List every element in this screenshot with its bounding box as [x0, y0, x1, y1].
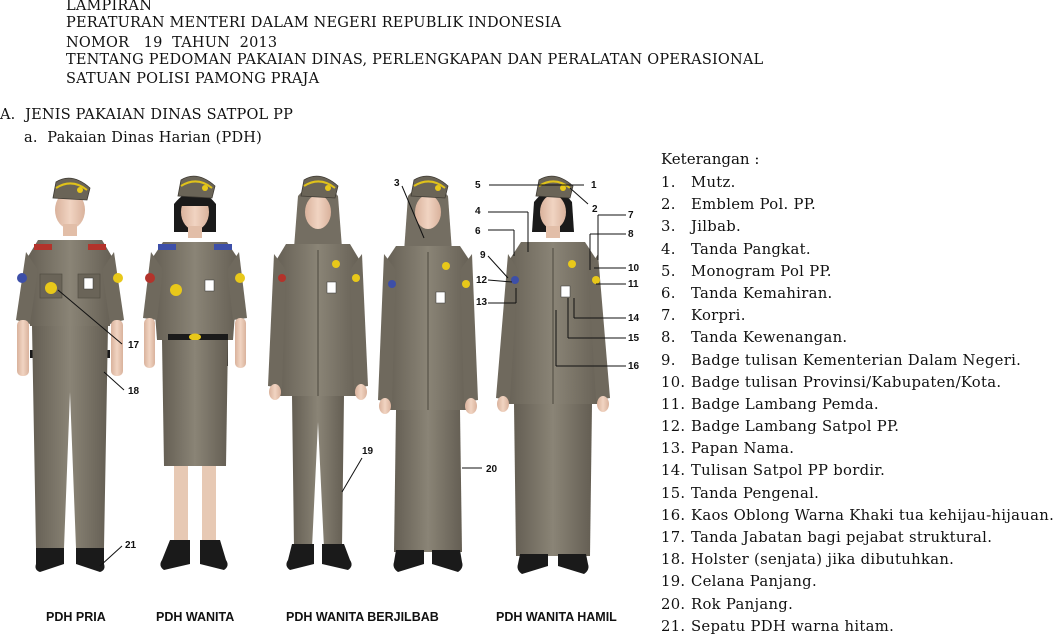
- callout-1: 1: [591, 180, 597, 191]
- legend-number: 10.: [661, 373, 686, 391]
- legend-item: [661, 527, 1054, 549]
- legend-number: 8.: [661, 329, 676, 347]
- legend-text: Tanda Kemahiran.: [691, 284, 833, 302]
- callout-9: 9: [480, 250, 486, 261]
- legend-number: 20.: [661, 595, 686, 613]
- legend-number: 9.: [661, 351, 676, 369]
- legend-text: Mutz.: [691, 174, 736, 191]
- legend-number: 21.: [661, 617, 686, 635]
- legend-number: 4.: [661, 240, 676, 258]
- legend-item: [661, 505, 1054, 527]
- legend-text: Tulisan Satpol PP bordir.: [691, 462, 886, 480]
- callout-10: 10: [628, 263, 640, 274]
- legend-item: [661, 594, 1054, 616]
- callout-11: 11: [628, 279, 639, 290]
- callout-2: 2: [592, 204, 598, 215]
- caption-pdh-pria: PDH PRIA: [46, 610, 106, 624]
- callout-5: 5: [475, 180, 481, 191]
- legend-item: [661, 460, 1054, 482]
- legend-text: Holster (senjata) jika dibutuhkan.: [691, 551, 955, 569]
- legend-item: [661, 350, 1054, 372]
- legend-item: [661, 571, 1054, 593]
- caption-pdh-wanita-hamil: PDH WANITA HAMIL: [496, 610, 617, 624]
- figure-pdh-wanita: [143, 176, 247, 570]
- callout-15: 15: [628, 333, 640, 344]
- figure-berjilbab-rok: [378, 176, 478, 572]
- legend-number: 2.: [661, 196, 676, 214]
- header-peraturan: PERATURAN MENTERI DALAM NEGERI REPUBLIK INDONESIA: [66, 15, 562, 31]
- legend-item: [661, 172, 1054, 194]
- legend-item: [661, 283, 1054, 305]
- legend-text: Badge tulisan Kementerian Dalam Negeri.: [691, 351, 1022, 369]
- callout-3: 3: [394, 178, 400, 189]
- legend-number: 15.: [661, 484, 686, 502]
- legend-number: 19.: [661, 573, 686, 591]
- callout-18: 18: [128, 386, 140, 397]
- callout-8: 8: [628, 229, 634, 240]
- legend-text: Celana Panjang.: [691, 573, 817, 591]
- legend-text: Papan Nama.: [691, 440, 795, 458]
- legend-item: [661, 483, 1054, 505]
- legend-number: 6.: [661, 284, 676, 302]
- legend-number: 12.: [661, 418, 686, 436]
- legend-item: [661, 616, 1054, 638]
- header-tentang: TENTANG PEDOMAN PAKAIAN DINAS, PERLENGKAPAN DAN PERALATAN OPERASIONAL: [66, 52, 764, 68]
- header-lampiran: LAMPIRAN: [66, 0, 153, 14]
- callout-12: 12: [476, 275, 488, 286]
- legend-item: [661, 327, 1054, 349]
- uniform-illustration: [0, 160, 660, 641]
- callout-6: 6: [475, 226, 481, 237]
- legend-number: 13.: [661, 440, 686, 458]
- caption-pdh-wanita-berjilbab: PDH WANITA BERJILBAB: [286, 610, 439, 624]
- section-subtitle: a. Pakaian Dinas Harian (PDH): [24, 130, 262, 146]
- legend-number: 11.: [661, 395, 686, 413]
- callout-4: 4: [475, 206, 481, 217]
- figure-pdh-wanita-berjilbab: [268, 176, 368, 570]
- legend-text: Tanda Kewenangan.: [691, 329, 848, 347]
- callout-13: 13: [476, 297, 488, 308]
- legend-number: 7.: [661, 307, 676, 325]
- legend-item: [661, 372, 1054, 394]
- callout-14: 14: [628, 313, 640, 324]
- legend-number: 3.: [661, 218, 676, 236]
- legend-item: [661, 549, 1054, 571]
- caption-pdh-wanita: PDH WANITA: [156, 610, 235, 624]
- legend-number: 16.: [661, 506, 686, 524]
- legend-text: Badge Lambang Pemda.: [691, 395, 879, 413]
- legend-item: [661, 438, 1054, 460]
- callout-16: 16: [628, 361, 640, 372]
- legend-text: Tanda Pengenal.: [691, 484, 820, 502]
- header-nomor: NOMOR 19 TAHUN 2013: [66, 35, 278, 51]
- legend-text: Monogram Pol PP.: [691, 262, 832, 280]
- section-title: A. JENIS PAKAIAN DINAS SATPOL PP: [0, 107, 294, 123]
- callout-19: 19: [362, 446, 374, 457]
- legend-item: [661, 194, 1054, 216]
- figure-pdh-wanita-hamil: [496, 176, 610, 574]
- legend-text: Tanda Jabatan bagi pejabat struktural.: [691, 529, 993, 546]
- header-satuan: SATUAN POLISI PAMONG PRAJA: [66, 71, 320, 87]
- callout-20: 20: [486, 464, 498, 475]
- legend-text: Sepatu PDH warna hitam.: [691, 617, 895, 635]
- legend-text: Badge tulisan Provinsi/Kabupaten/Kota.: [691, 373, 1002, 391]
- legend-item: [661, 416, 1054, 438]
- legend-item: [661, 239, 1054, 261]
- legend-text: Korpri.: [691, 307, 746, 325]
- legend-text: Emblem Pol. PP.: [691, 196, 817, 214]
- legend-text: Rok Panjang.: [691, 595, 794, 613]
- legend-number: 1.: [661, 174, 676, 191]
- legend-number: 14.: [661, 462, 686, 480]
- legend-number: 17.: [661, 529, 686, 546]
- legend-text: Badge Lambang Satpol PP.: [691, 418, 900, 436]
- legend-item: [661, 305, 1054, 327]
- legend-list: [661, 172, 1054, 638]
- legend-item: [661, 261, 1054, 283]
- legend-item: [661, 216, 1054, 238]
- callout-21: 21: [125, 540, 137, 551]
- legend-title: Keterangan :: [661, 150, 760, 168]
- callout-7: 7: [628, 210, 634, 221]
- legend-item: [661, 394, 1054, 416]
- legend-number: 5.: [661, 262, 676, 280]
- callout-17: 17: [128, 340, 140, 351]
- legend-text: Tanda Pangkat.: [691, 240, 811, 258]
- legend-text: Jilbab.: [691, 218, 741, 236]
- legend-number: 18.: [661, 551, 686, 569]
- legend-text: Kaos Oblong Warna Khaki tua kehijau-hijauan.: [691, 506, 1055, 524]
